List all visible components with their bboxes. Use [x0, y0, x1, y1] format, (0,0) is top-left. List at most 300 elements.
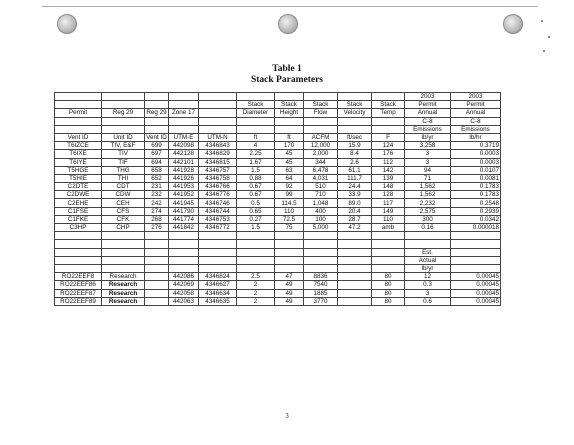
header-units-row: [55, 133, 501, 141]
table-cell: 117: [372, 199, 405, 207]
table-cell: 6,478: [304, 166, 338, 174]
table-cell: 15.9: [338, 142, 372, 150]
table-cell: 300: [405, 215, 451, 223]
table-cell: [199, 264, 237, 272]
table-cell: [338, 256, 372, 264]
table-cell: Temp: [372, 109, 405, 117]
table-cell: 128: [372, 191, 405, 199]
table-cell: [275, 248, 304, 256]
table-cell: [199, 93, 237, 101]
table-cell: [102, 248, 145, 256]
table-cell: 92: [275, 183, 304, 191]
table-cell: [145, 117, 169, 125]
table-cell: Flow: [304, 109, 338, 117]
table-cell: Research: [102, 297, 145, 305]
table-cell: lb/yr: [405, 133, 451, 141]
table-cell: Annual: [405, 109, 451, 117]
table-cell: 0.00045: [451, 297, 501, 305]
table-cell: 20.4: [338, 207, 372, 215]
table-cell: C-8: [451, 117, 501, 125]
table-cell: 0.1783: [451, 183, 501, 191]
table-cell: 1.5: [237, 166, 275, 174]
table-cell: [275, 125, 304, 133]
table-cell: CDT: [102, 183, 145, 191]
table-cell: Reg 29: [102, 109, 145, 117]
table-cell: 2,000: [304, 150, 338, 158]
table-cell: 4,031: [304, 174, 338, 182]
table-cell: 80: [372, 297, 405, 305]
table-cell: 441842: [169, 224, 199, 232]
table-cell: 0.0003: [451, 158, 501, 166]
table-cell: [237, 248, 275, 256]
table-cell: [338, 273, 372, 281]
table-cell: [55, 232, 102, 240]
table-cell: 710: [304, 191, 338, 199]
table-cell: 441774: [169, 215, 199, 223]
table-cell: [304, 117, 338, 125]
table-cell: Permit: [55, 109, 102, 117]
table-cell: [372, 264, 405, 272]
table-cell: 176: [372, 150, 405, 158]
table-cell: 112: [372, 158, 405, 166]
table-cell: 0.00045: [451, 281, 501, 289]
table-cell: 231: [145, 183, 169, 191]
page-number: 3: [285, 412, 289, 420]
table-cell: [372, 117, 405, 125]
table-cell: [55, 93, 102, 101]
table-cell: 4346627: [199, 281, 237, 289]
table-cell: ft: [275, 133, 304, 141]
table-cell: 0.16: [405, 224, 451, 232]
table-cell: TIV: [102, 150, 145, 158]
header-year-row: [55, 93, 501, 101]
table-cell: [199, 101, 237, 109]
table-cell: [338, 93, 372, 101]
table-cell: [102, 256, 145, 264]
table-cell: lb/hr: [451, 133, 501, 141]
table-cell: 694: [145, 158, 169, 166]
table-cell: [275, 256, 304, 264]
table-cell: Emissions: [405, 125, 451, 133]
table-cell: 0.00045: [451, 273, 501, 281]
table-cell: 0.5: [237, 199, 275, 207]
table-cell: Reg 29: [146, 109, 167, 117]
table-cell: 242: [145, 199, 169, 207]
table-cell: [102, 264, 145, 272]
table-cell: 2003: [405, 93, 451, 101]
table-cell: CHP: [102, 224, 145, 232]
table-cell: [338, 240, 372, 248]
table-cell: [55, 256, 102, 264]
table-row: [55, 224, 501, 232]
table-cell: Diameter: [237, 109, 275, 117]
table-cell: C3HP: [55, 224, 102, 232]
punch-hole-center: [278, 14, 298, 34]
table-cell: 3,258: [405, 142, 451, 150]
punch-hole-right: [503, 14, 523, 34]
table-cell: [372, 232, 405, 240]
table-cell: UTM-N: [199, 133, 237, 141]
table-cell: [372, 93, 405, 101]
table-cell: 0.6: [405, 297, 451, 305]
table-cell: 8.4: [338, 150, 372, 158]
table-cell: [199, 125, 237, 133]
table-cell: 2: [237, 281, 275, 289]
table-cell: [338, 117, 372, 125]
table-cell: [372, 256, 405, 264]
table-cell: CFS: [102, 207, 145, 215]
table-cell: ft: [237, 133, 275, 141]
table-cell: UTM-E: [169, 133, 199, 141]
table-cell: 2.6: [338, 158, 372, 166]
table-cell: T6IZCE: [55, 142, 102, 150]
table-cell: CDW: [102, 191, 145, 199]
table-cell: [145, 281, 169, 289]
table-cell: 139: [372, 174, 405, 182]
table-cell: 12,000: [304, 142, 338, 150]
table-cell: 149: [372, 207, 405, 215]
est-header-row: [55, 264, 501, 272]
table-cell: 2003: [451, 93, 501, 101]
table-cell: 49: [275, 297, 304, 305]
table-cell: 75: [275, 224, 304, 232]
table-cell: [145, 273, 169, 281]
table-cell: 28.7: [338, 215, 372, 223]
table-cell: 0.0081: [451, 174, 501, 182]
table-cell: Stack: [338, 101, 372, 109]
table-cell: Research: [102, 281, 145, 289]
table-cell: 72.5: [275, 215, 304, 223]
table-cell: [237, 93, 275, 101]
table-cell: 99: [275, 191, 304, 199]
table-cell: 1,048: [304, 199, 338, 207]
table-cell: 0.65: [237, 207, 275, 215]
table-cell: [304, 125, 338, 133]
table-cell: 4346776: [199, 191, 237, 199]
table-cell: 124: [372, 142, 405, 150]
table-cell: 49: [275, 281, 304, 289]
table-cell: [199, 240, 237, 248]
table-cell: 0.27: [237, 215, 275, 223]
table-cell: TIF: [102, 158, 145, 166]
table-cell: [169, 232, 199, 240]
research-row: [55, 281, 501, 289]
table-cell: Permit: [451, 101, 501, 109]
table-row: [55, 166, 501, 174]
table-cell: 697: [145, 150, 169, 158]
table-row-blank: [55, 232, 501, 240]
table-row: [55, 215, 501, 223]
scan-speck: [548, 36, 550, 38]
table-cell: 441790: [169, 207, 199, 215]
research-row: [55, 289, 501, 297]
table-cell: 4346635: [199, 297, 237, 305]
table-cell: Permit: [405, 101, 451, 109]
table-cell: 0.0003: [451, 150, 501, 158]
table-cell: T5HIE: [55, 174, 102, 182]
table-cell: 47: [275, 273, 304, 281]
table-cell: Zone 17: [169, 109, 199, 117]
table-cell: 1.67: [237, 158, 275, 166]
table-cell: C2EHE: [55, 199, 102, 207]
table-cell: 80: [372, 289, 405, 297]
table-cell: [338, 264, 372, 272]
table-cell: 2,232: [405, 199, 451, 207]
table-cell: [275, 117, 304, 125]
table-cell: [275, 232, 304, 240]
table-cell: CFK: [102, 215, 145, 223]
table-cell: 0.3: [405, 281, 451, 289]
table-cell: 80: [372, 281, 405, 289]
table-cell: [102, 101, 145, 109]
table-cell: 442058: [169, 289, 199, 297]
table-cell: [372, 248, 405, 256]
table-cell: 442069: [169, 281, 199, 289]
table-cell: Stack: [304, 101, 338, 109]
table-cell: [199, 232, 237, 240]
table-cell: Vent ID: [55, 133, 102, 141]
table-cell: Stack: [275, 101, 304, 109]
header-label-row: [55, 117, 501, 125]
table-cell: [169, 256, 199, 264]
table-cell: [145, 289, 169, 297]
table-cell: 232: [145, 191, 169, 199]
table-cell: RO22EEF87: [55, 289, 102, 297]
table-cell: [338, 248, 372, 256]
table-cell: [169, 264, 199, 272]
table-cell: TIV, E&F: [102, 142, 145, 150]
page-top-rule: [42, 6, 538, 7]
table-cell: 12: [405, 273, 451, 281]
table-row: [55, 158, 501, 166]
table-cell: THI: [102, 174, 145, 182]
table-cell: 4346772: [199, 224, 237, 232]
table-cell: 699: [145, 142, 169, 150]
table-cell: [304, 256, 338, 264]
table-cell: 4346758: [199, 174, 237, 182]
table-cell: 4346766: [199, 183, 237, 191]
table-cell: [169, 117, 199, 125]
table-cell: [237, 125, 275, 133]
est-header-row: [55, 256, 501, 264]
table-cell: 49: [275, 289, 304, 297]
table-cell: 441926: [169, 174, 199, 182]
table-cell: 4: [237, 142, 275, 150]
table-cell: [451, 232, 501, 240]
table-cell: [372, 240, 405, 248]
table-cell: C1FSE: [55, 207, 102, 215]
table-cell: [338, 232, 372, 240]
table-cell: [102, 240, 145, 248]
table-row: [55, 183, 501, 191]
table-cell: 1885: [304, 289, 338, 297]
table-cell: 100: [304, 215, 338, 223]
table-cell: 0.88: [237, 174, 275, 182]
table-cell: [145, 264, 169, 272]
table-cell: [275, 264, 304, 272]
table-cell: 33.9: [338, 191, 372, 199]
table-cell: 441953: [169, 183, 199, 191]
table-cell: Emissions: [451, 125, 501, 133]
table-cell: 110: [275, 207, 304, 215]
table-cell: [304, 264, 338, 272]
table-cell: [55, 264, 102, 272]
table-cell: 2: [237, 297, 275, 305]
table-cell: [451, 264, 501, 272]
table-cell: [145, 256, 169, 264]
table-cell: 71: [405, 174, 451, 182]
table-cell: 114.5: [275, 199, 304, 207]
table-row: [55, 199, 501, 207]
table-cell: 170: [275, 142, 304, 150]
table-cell: T6IYE: [55, 158, 102, 166]
table-cell: 2.25: [237, 150, 275, 158]
table-cell: 268: [145, 215, 169, 223]
table-cell: [169, 125, 199, 133]
table-cell: amb: [372, 224, 405, 232]
table-cell: 0.67: [237, 183, 275, 191]
table-cell: 24.4: [338, 183, 372, 191]
table-cell: [55, 248, 102, 256]
est-header-row: [55, 248, 501, 256]
table-cell: 441945: [169, 199, 199, 207]
table-cell: 442063: [169, 297, 199, 305]
punch-hole-left: [57, 14, 77, 34]
table-cell: [405, 240, 451, 248]
table-cell: 4346634: [199, 289, 237, 297]
table-cell: RO22EEF8: [55, 273, 102, 281]
table-cell: 2: [237, 289, 275, 297]
table-cell: 2.5: [237, 273, 275, 281]
table-title: Table 1: [272, 64, 302, 74]
table-cell: 0.67: [237, 191, 275, 199]
table-row: [55, 207, 501, 215]
table-cell: 4346746: [199, 199, 237, 207]
table-cell: 5,000: [304, 224, 338, 232]
table-cell: 45: [275, 158, 304, 166]
table-cell: 442128: [169, 150, 199, 158]
table-cell: Annual: [451, 109, 501, 117]
table-cell: 276: [145, 224, 169, 232]
table-cell: 45: [275, 150, 304, 158]
research-row: [55, 273, 501, 281]
table-cell: 111.7: [338, 174, 372, 182]
table-cell: 3770: [304, 297, 338, 305]
table-cell: 148: [372, 183, 405, 191]
table-cell: Stack: [237, 101, 275, 109]
table-cell: CEH: [102, 199, 145, 207]
table-cell: 4346843: [199, 142, 237, 150]
table-cell: T6IXE: [55, 150, 102, 158]
table-cell: [451, 240, 501, 248]
table-cell: [338, 281, 372, 289]
stack-parameters-table: [54, 92, 501, 306]
table-cell: [304, 93, 338, 101]
table-cell: [405, 232, 451, 240]
table-cell: [199, 117, 237, 125]
table-cell: 3: [405, 158, 451, 166]
table-row: [55, 142, 501, 150]
table-cell: 4346744: [199, 207, 237, 215]
table-cell: RO22EEF86: [55, 281, 102, 289]
table-cell: 0.00045: [451, 289, 501, 297]
table-cell: [102, 232, 145, 240]
table-cell: 4346824: [199, 273, 237, 281]
table-cell: F: [372, 133, 405, 141]
table-cell: Height: [275, 109, 304, 117]
table-cell: [55, 101, 102, 109]
table-cell: 89.0: [338, 199, 372, 207]
table-cell: [169, 248, 199, 256]
header-label-row: [55, 109, 501, 117]
table-cell: C1FKE: [55, 215, 102, 223]
table-cell: [237, 232, 275, 240]
table-cell: 4346757: [199, 166, 237, 174]
table-cell: [451, 256, 501, 264]
table-cell: [145, 240, 169, 248]
table-cell: 7540: [304, 281, 338, 289]
table-cell: 652: [145, 174, 169, 182]
table-cell: [237, 240, 275, 248]
table-cell: [275, 93, 304, 101]
table-cell: 442086: [169, 273, 199, 281]
table-cell: [169, 93, 199, 101]
table-cell: C-8: [405, 117, 451, 125]
table-cell: [145, 232, 169, 240]
table-cell: 441928: [169, 166, 199, 174]
table-cell: [169, 240, 199, 248]
research-row: [55, 297, 501, 305]
table-cell: THG: [102, 166, 145, 174]
table-cell: 442101: [169, 158, 199, 166]
table-cell: 344: [304, 158, 338, 166]
table-cell: 441952: [169, 191, 199, 199]
scan-speck: [541, 20, 543, 22]
table-cell: Est.: [405, 248, 451, 256]
table-cell: [102, 117, 145, 125]
table-cell: [237, 256, 275, 264]
table-cell: 3: [405, 289, 451, 297]
table-cell: ft/sec: [338, 133, 372, 141]
table-cell: 0.0107: [451, 166, 501, 174]
table-cell: Unit ID: [102, 133, 145, 141]
table-cell: 4346753: [199, 215, 237, 223]
table-cell: RO22EEF89: [55, 297, 102, 305]
table-cell: 1,562: [405, 191, 451, 199]
table-cell: 80: [372, 273, 405, 281]
table-cell: Vent ID: [146, 134, 167, 142]
table-cell: 510: [304, 183, 338, 191]
table-row-blank: [55, 240, 501, 248]
table-cell: T5HGE: [55, 166, 102, 174]
table-cell: [145, 101, 169, 109]
table-cell: 4346815: [199, 158, 237, 166]
header-label-row: [55, 125, 501, 133]
table-subtitle: Stack Parameters: [250, 75, 323, 85]
table-cell: 658: [145, 166, 169, 174]
table-cell: [199, 109, 237, 117]
table-cell: 0.000018: [451, 224, 501, 232]
table-cell: 0.0342: [451, 215, 501, 223]
table-cell: [145, 248, 169, 256]
table-cell: Velocity: [338, 109, 372, 117]
table-cell: [199, 256, 237, 264]
table-cell: 442098: [169, 142, 199, 150]
table-cell: [102, 125, 145, 133]
table-cell: [55, 117, 102, 125]
table-cell: 0.2939: [451, 207, 501, 215]
table-cell: [304, 240, 338, 248]
